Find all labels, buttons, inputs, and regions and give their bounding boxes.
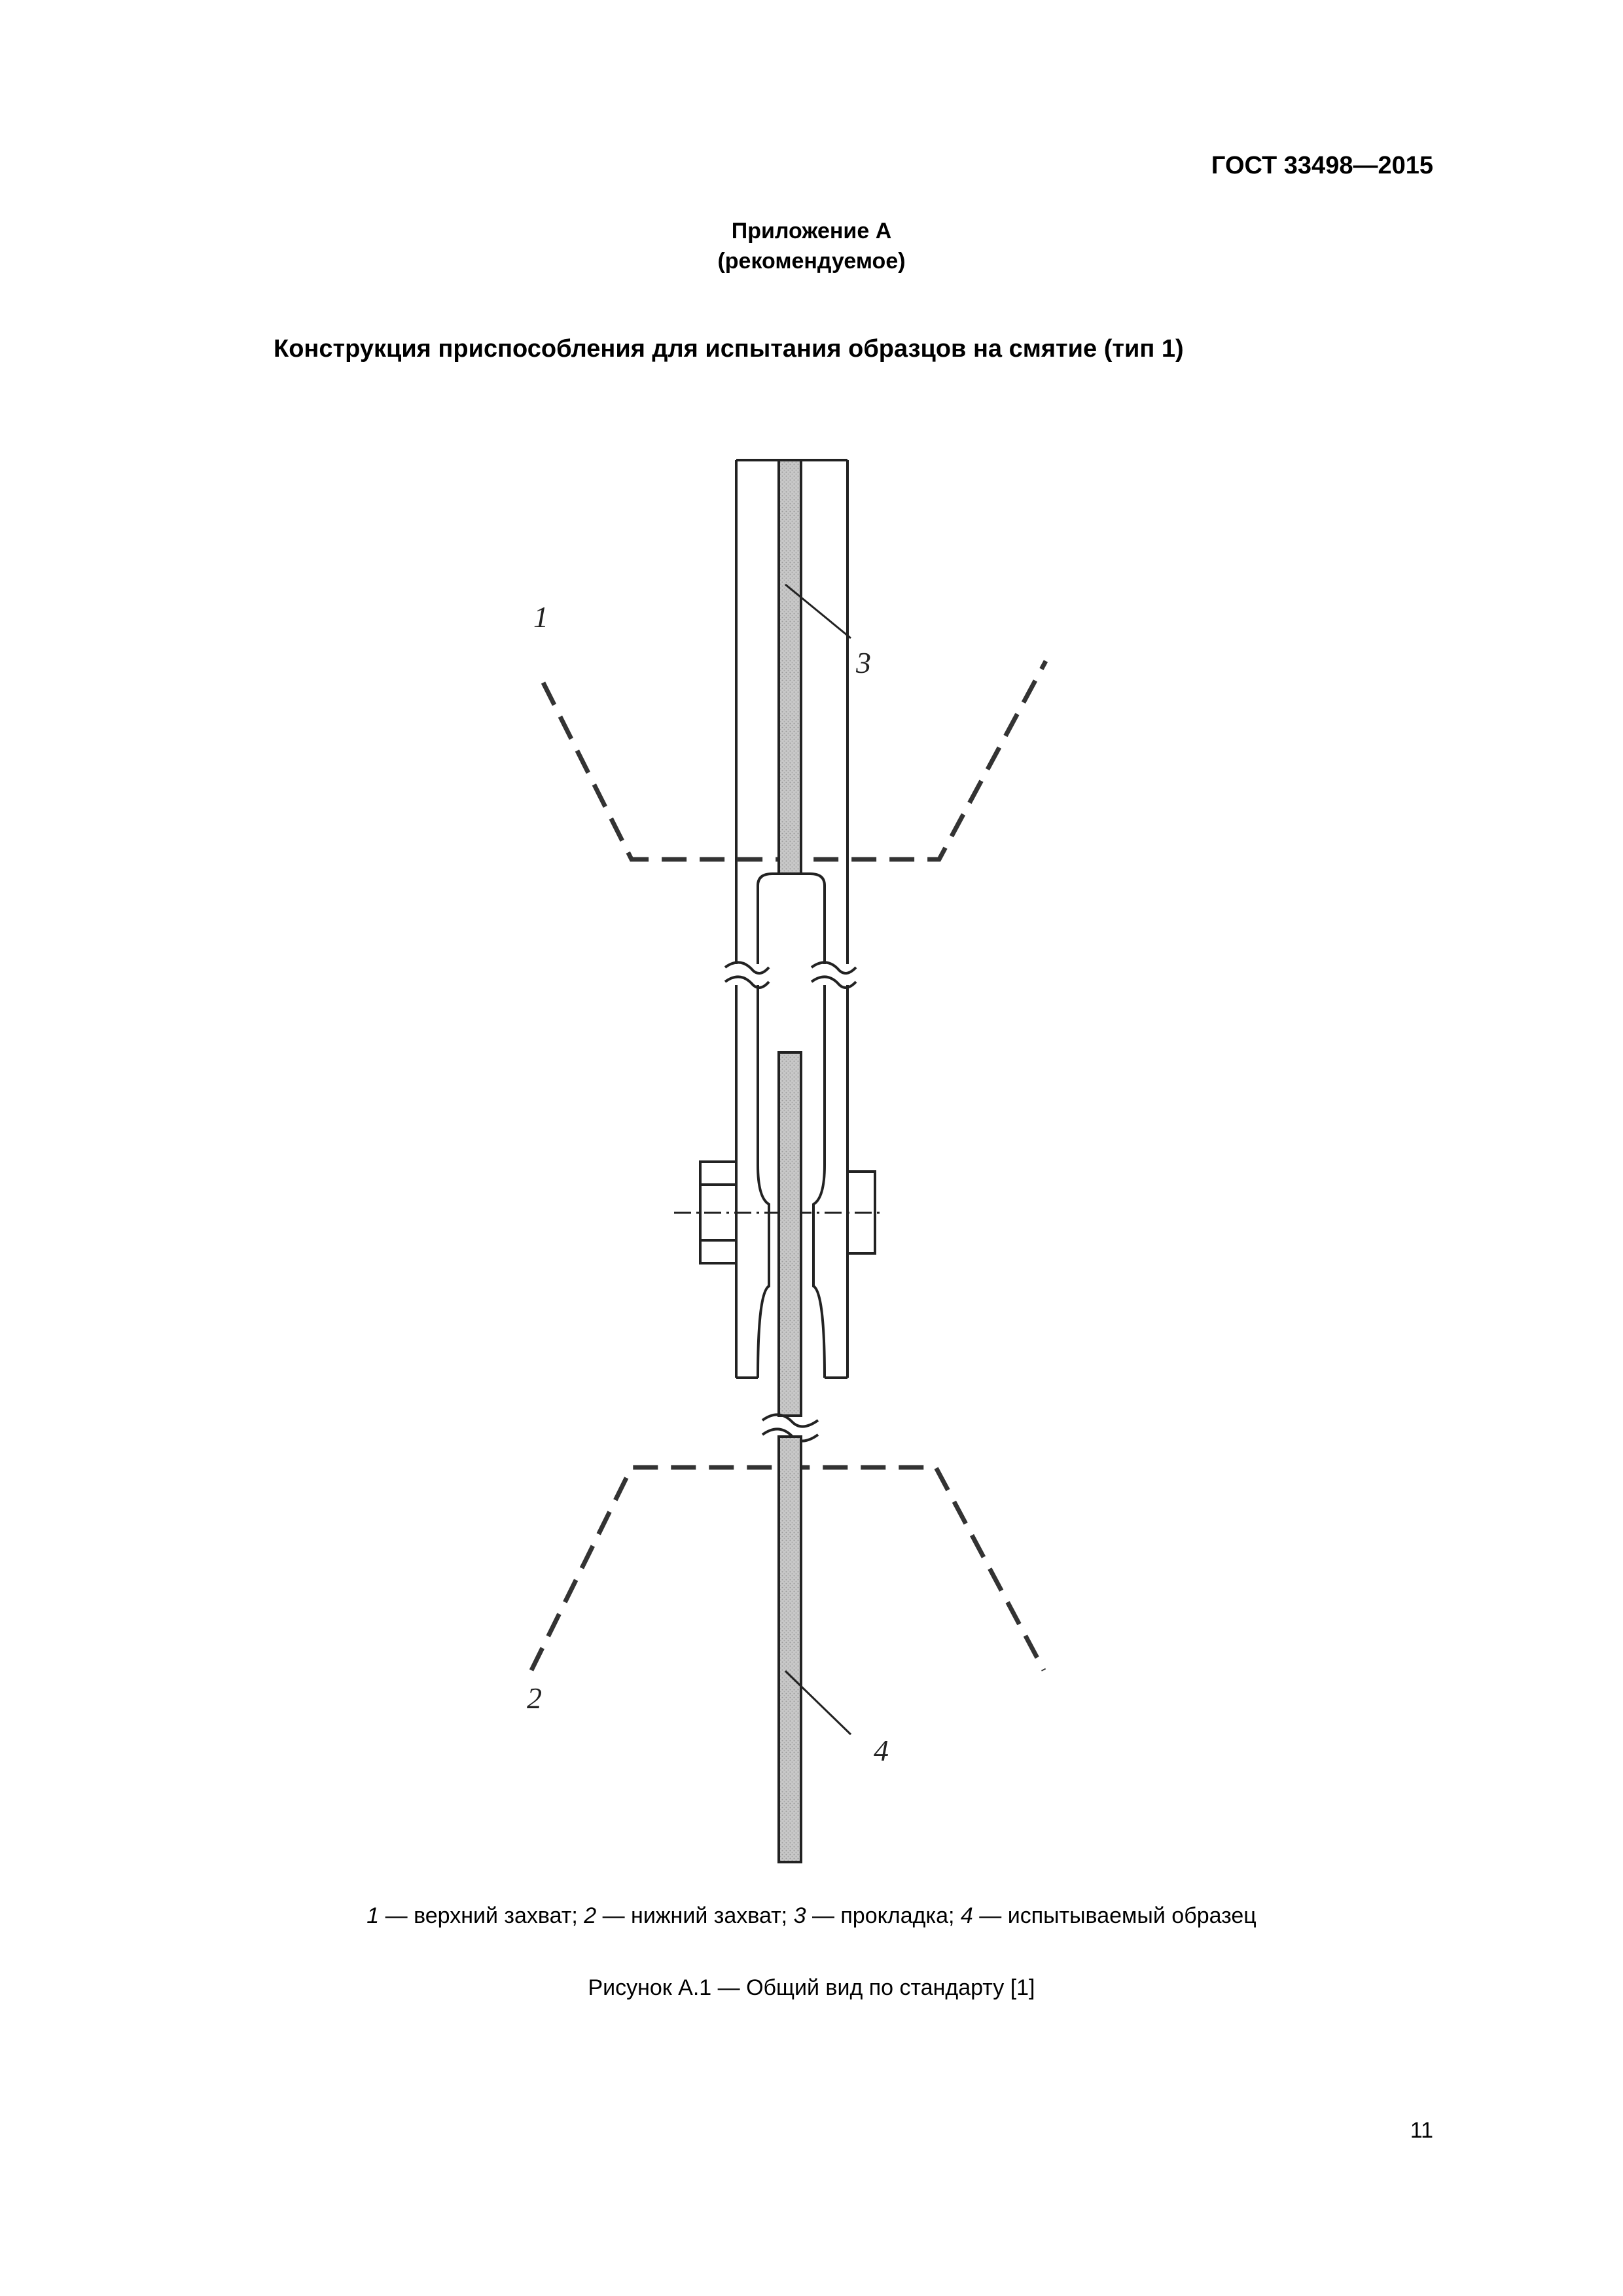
legend-num-3: 3 xyxy=(793,1903,806,1928)
legend-text-4: — испытываемый образец xyxy=(972,1903,1257,1928)
legend-text-2: — нижний захват; xyxy=(596,1903,794,1928)
upper-clevis xyxy=(674,460,880,1378)
appendix-label: Приложение А xyxy=(731,219,892,243)
test-specimen-lower xyxy=(779,1437,801,1862)
document-code: ГОСТ 33498—2015 xyxy=(1211,152,1433,179)
spacer-strip xyxy=(779,460,801,874)
callout-2: 2 xyxy=(527,1681,542,1715)
section-title: Конструкция приспособления для испытания образцов на смятие (тип 1) xyxy=(274,335,1184,363)
appendix-status: (рекомендуемое) xyxy=(717,249,906,274)
figure-legend xyxy=(0,1903,1623,1929)
legend-num-1: 1 xyxy=(366,1903,380,1928)
page-number: 11 xyxy=(1410,2118,1433,2143)
callout-4: 4 xyxy=(874,1734,889,1767)
callout-3: 3 xyxy=(856,646,871,679)
figure-caption: Рисунок А.1 — Общий вид по стандарту [1] xyxy=(588,1975,1035,2000)
legend-num-4: 4 xyxy=(960,1903,973,1928)
test-specimen xyxy=(779,1052,801,1416)
legend-text-3: — прокладка; xyxy=(806,1903,961,1928)
callout-1: 1 xyxy=(533,600,548,634)
legend-num-2: 2 xyxy=(584,1903,597,1928)
legend-text-1: — верхний захват; xyxy=(379,1903,584,1928)
